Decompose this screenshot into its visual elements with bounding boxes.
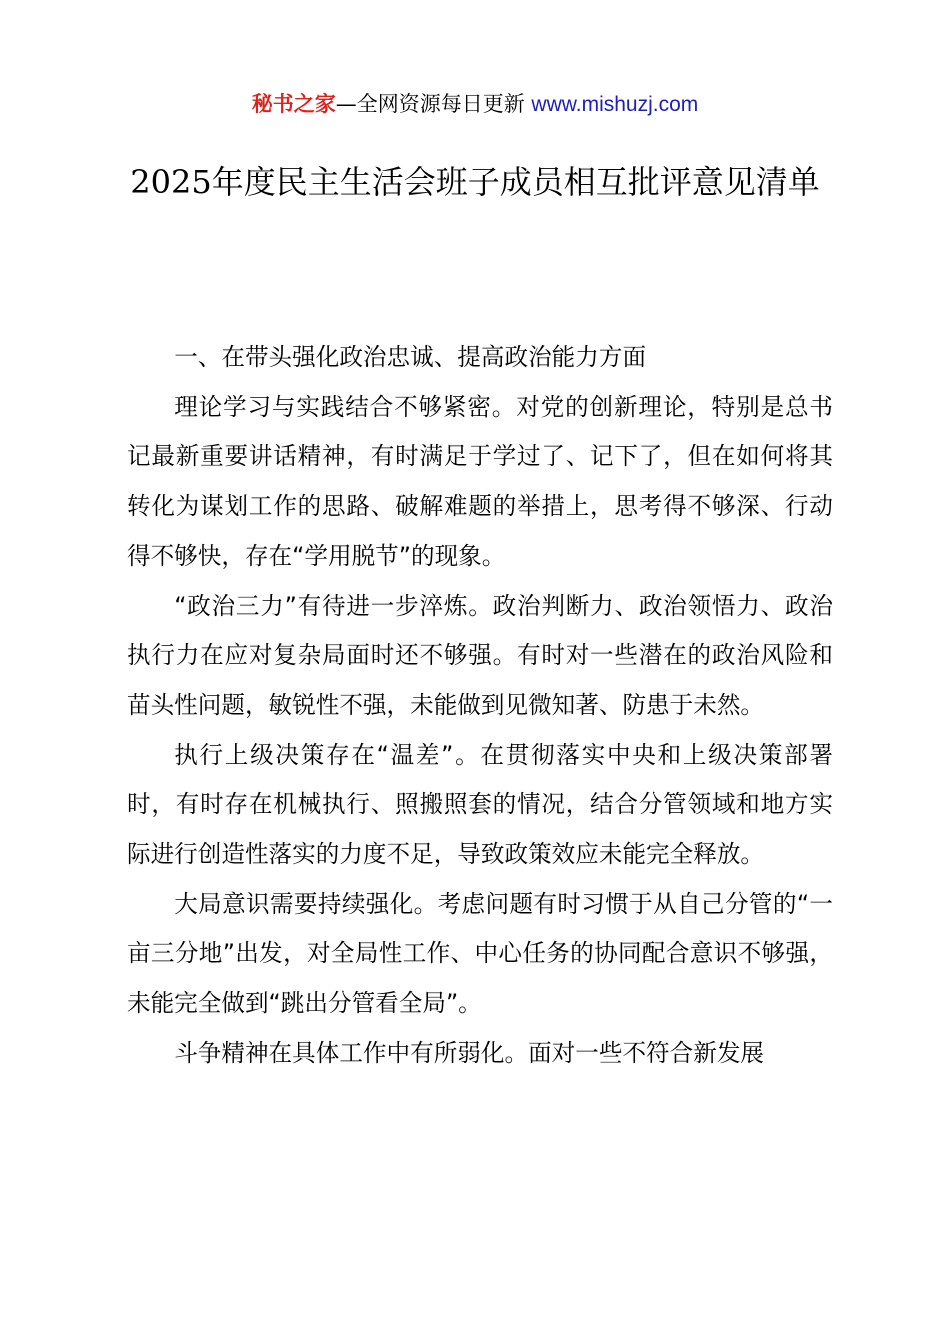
paragraph: 执行上级决策存在“温差”。在贯彻落实中央和上级决策部署时，有时存在机械执行、照搬照套的情况，结合分管领域和地方实际进行创造性落实的力度不足，导致政策效应未能完全释放。 (127, 740, 833, 869)
site-brand: 秘书之家 (251, 92, 336, 116)
site-url-link[interactable]: www.mishuzj.com (531, 93, 699, 116)
site-tagline: —全网资源每日更新 (335, 92, 532, 116)
paragraph: “政治三力”有待进一步淬炼。政治判断力、政治领悟力、政治执行力在应对复杂局面时还不够强。有时对一些潜在的政治风险和苗头性问题，敏锐性不强，未能做到见微知著、防患于未然。 (127, 591, 833, 719)
site-header (0, 88, 950, 121)
paragraph: 大局意识需要持续强化。考虑问题有时习惯于从自己分管的“一亩三分地”出发，对全局性工作、中心任务的协同配合意识不够强，未能完全做到“跳出分管看全局”。 (127, 889, 833, 1018)
section-heading: 一、在带头强化政治忠诚、提高政治能力方面 (174, 343, 647, 371)
document-title: 2025年度民主生活会班子成员相互批评意见清单 (130, 163, 820, 201)
document-body (127, 333, 833, 1079)
paragraph: 理论学习与实践结合不够紧密。对党的创新理论，特别是总书记最新重要讲话精神，有时满足于学过了、记下了，但在如何将其转化为谋划工作的思路、破解难题的举措上，思考得不够深、行动得不够快，存在“学用脱节”的现象。 (127, 392, 833, 570)
paragraph: 斗争精神在具体工作中有所弱化。面对一些不符合新发展 (174, 1038, 765, 1067)
